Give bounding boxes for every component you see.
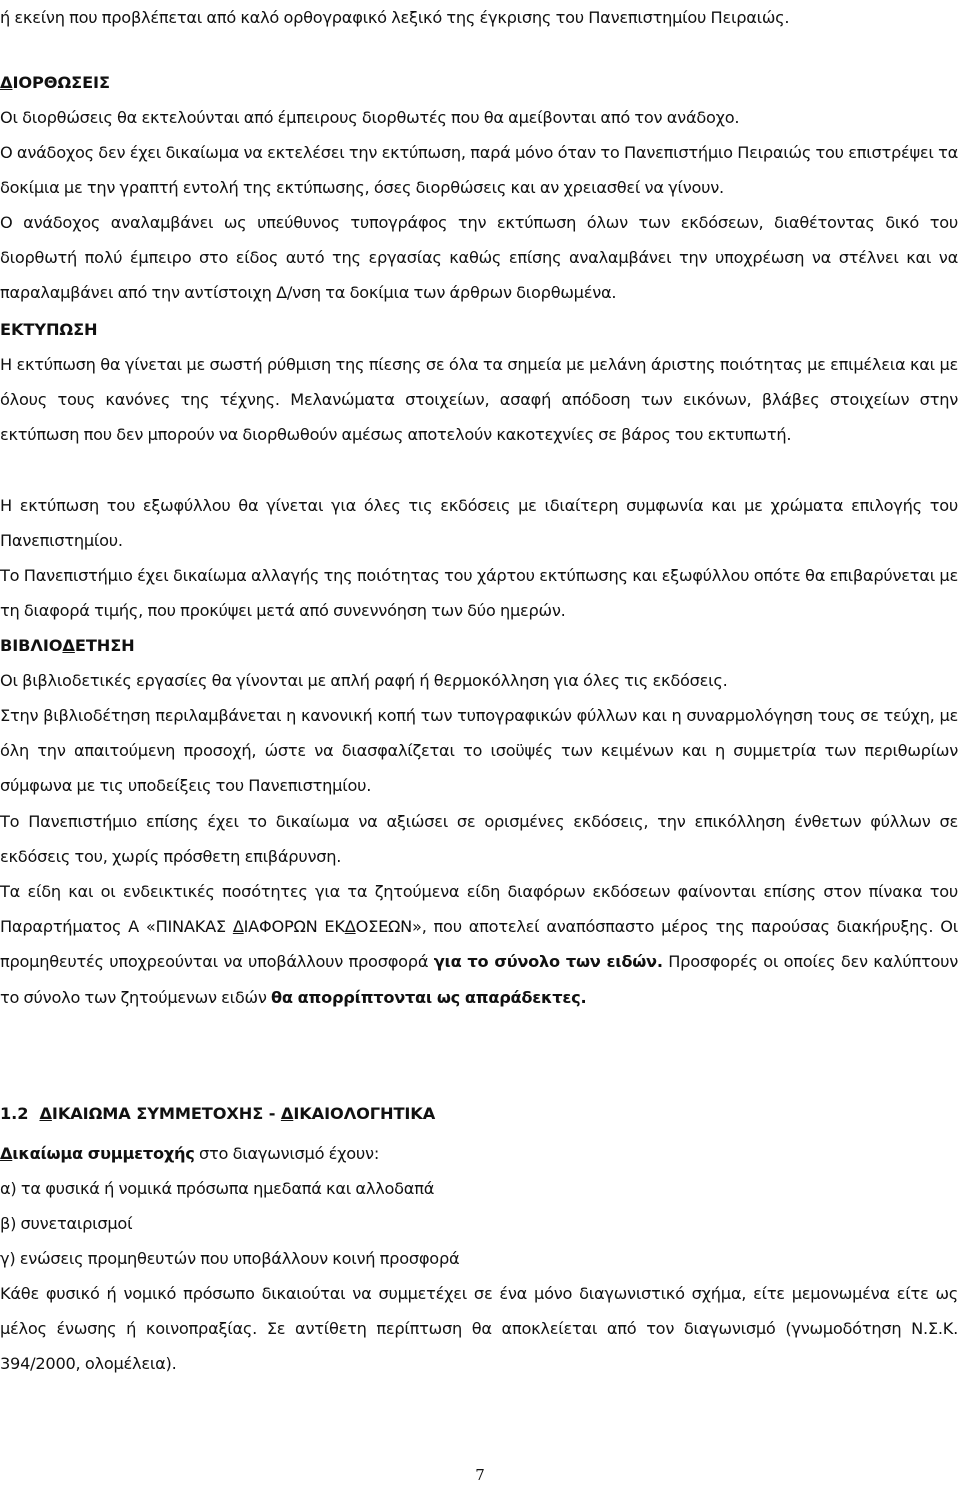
- binding-paragraph-2: Στην βιβλιοδέτηση περιλαμβάνεται η κανονική κοπή των τυπογραφικών φύλλων και η συναρμολόγηση τους σε τεύχη, με όλη την απαιτούμενη προσοχή, ώστε να διασφαλίζεται το ισοϋψές των κειμένων και η συμμετρία των περιθωρίων σύμφωνα με τις υποδείξεις του Πανεπιστημίου.: [0, 706, 958, 796]
- intro-line: ή εκείνη που προβλέπεται από καλό ορθογραφικό λεξικό της έγκρισης του Πανεπιστημίου Πειραιώς.: [0, 8, 790, 27]
- heading-underlined-letter: Δ: [280, 1104, 294, 1123]
- eligibility-lead: [0, 1136, 958, 1171]
- printing-heading: ΕΚΤΥΠΩΣΗ: [0, 320, 98, 339]
- printing-paragraph-1: Η εκτύπωση θα γίνεται με σωστή ρύθμιση της πίεσης σε όλα τα σημεία με μελάνη άριστης ποιότητας με επιμέλεια και με όλους τους κανόνες της τέχνης. Μελανώματα στοιχείων, ασαφή απόδοση των εικόνων, βλάβες στοιχείων στην εκτύπωση που δεν μπορούν να διορθωθούν αμέσως αποτελούν κακοτεχνίες σε βάρος του εκτυπωτή.: [0, 355, 958, 445]
- eligibility-item-c: γ) ενώσεις προμηθευτών που υποβάλλουν κοινή προσφορά: [0, 1249, 460, 1268]
- heading-text-c: ΙΚΑΙΟΛΟΓΗΤΙΚΑ: [293, 1104, 436, 1123]
- text-run: Προσφορές οι οποίες δεν καλύπτουν το σύνολο των ζητούμενων ειδών: [0, 952, 959, 1007]
- corrections-paragraph-3: Ο ανάδοχος αναλαμβάνει ως υπεύθυνος τυπογράφος την εκτύπωση όλων των εκδόσεων, διαθέτοντας δικό του διορθωτή πολύ έμπειρο στο είδος αυτό της εργασίας καθώς επίσης αναλαμβάνει την υποχρέωση να στέλνει και να παραλαμβάνει από την αντίστοιχη Δ/νση τα δοκίμια των άρθρων διορθωμένα.: [0, 213, 958, 303]
- text-run: στο διαγωνισμό έχουν:: [194, 1144, 380, 1163]
- binding-paragraph-3: Το Πανεπιστήμιο επίσης έχει το δικαίωμα να αξιώσει σε ορισμένες εκδόσεις, την επικόλληση ένθετων φύλλων σε εκδόσεις του, χωρίς πρόσθετη επιβάρυνση.: [0, 812, 958, 867]
- heading-text: ΙΟΡΘΩΣΕΙΣ: [12, 73, 110, 92]
- printing-paragraph-3: Το Πανεπιστήμιο έχει δικαίωμα αλλαγής της ποιότητας του χάρτου εκτύπωσης και εξωφύλλου οπότε θα επιβαρύνεται με τη διαφορά τιμής, που προκύψει μετά από συνεννόηση των δύο ημερών.: [0, 566, 958, 621]
- text-run: ΙΑΦΟΡΩΝ ΕΚ: [243, 917, 345, 937]
- heading-underlined-letter: Δ: [39, 1104, 52, 1123]
- bold-text: θα απορρίπτονται ως απαράδεκτες.: [271, 987, 587, 1007]
- bold-text: ικαίωμα συμμετοχής: [12, 1144, 195, 1163]
- heading-number: 1.2: [0, 1104, 40, 1123]
- binding-paragraph-4: [0, 874, 958, 1015]
- underlined-letter: Δ: [232, 917, 244, 937]
- text-run: ΟΣΕΩΝ», που αποτελεί αναπόσπαστο μέρος της παρούσας διακήρυξης. Οι προμηθευτές υποχρεούνται να υποβάλλουν προσφορά: [0, 917, 958, 972]
- binding-heading: [0, 628, 135, 663]
- heading-underlined-letter: Δ: [62, 636, 75, 655]
- corrections-paragraph-1: Οι διορθώσεις θα εκτελούνται από έμπειρους διορθωτές που θα αμείβονται από τον ανάδοχο.: [0, 108, 740, 127]
- eligibility-item-a: α) τα φυσικά ή νομικά πρόσωπα ημεδαπά και αλλοδαπά: [0, 1179, 435, 1198]
- printing-paragraph-2: Η εκτύπωση του εξωφύλλου θα γίνεται για όλες τις εκδόσεις με ιδιαίτερη συμφωνία και με χρώματα επιλογής του Πανεπιστημίου.: [0, 496, 958, 551]
- heading-text-b: ΕΤΗΣΗ: [74, 636, 135, 655]
- heading-text-b: ΙΚΑΙΩΜΑ ΣΥΜΜΕΤΟΧΗΣ -: [51, 1104, 281, 1123]
- heading-text-a: ΒΙΒΛΙΟ: [0, 636, 63, 655]
- page-number: 7: [475, 1466, 485, 1484]
- binding-paragraph-1: Οι βιβλιοδετικές εργασίες θα γίνονται με απλή ραφή ή θερμοκόλληση για όλες τις εκδόσεις.: [0, 671, 728, 690]
- corrections-heading: [0, 65, 110, 100]
- eligibility-paragraph-1: Κάθε φυσικό ή νομικό πρόσωπο δικαιούται να συμμετέχει σε ένα μόνο διαγωνιστικό σχήμα, είτε μεμονωμένα είτε ως μέλος ένωσης ή κοινοπραξίας. Σε αντίθετη περίπτωση θα αποκλείεται από τον διαγωνισμό (γνωμοδότηση Ν.Σ.Κ. 394/2000, ολομέλεια).: [0, 1284, 958, 1374]
- text-run: Τα είδη και οι ενδεικτικές ποσότητες για τα ζητούμενα είδη διαφόρων εκδόσεων φαίνονται επίσης στον πίνακα του Παραρτήματος Α «ΠΙΝΑΚΑΣ: [0, 882, 958, 937]
- underlined-letter: Δ: [344, 917, 356, 937]
- bold-underlined-letter: Δ: [0, 1144, 13, 1163]
- eligibility-heading: [0, 1096, 435, 1131]
- corrections-paragraph-2: Ο ανάδοχος δεν έχει δικαίωμα να εκτελέσει την εκτύπωση, παρά μόνο όταν το Πανεπιστήμιο Πειραιώς του επιστρέψει τα δοκίμια με την γραπτή εντολή της εκτύπωσης, όσες διορθώσεις και αν χρειασθεί να γίνουν.: [0, 143, 958, 198]
- bold-text: για το σύνολο των ειδών.: [433, 952, 663, 972]
- eligibility-item-b: β) συνεταιρισμοί: [0, 1214, 133, 1233]
- heading-underlined-letter: Δ: [0, 73, 13, 92]
